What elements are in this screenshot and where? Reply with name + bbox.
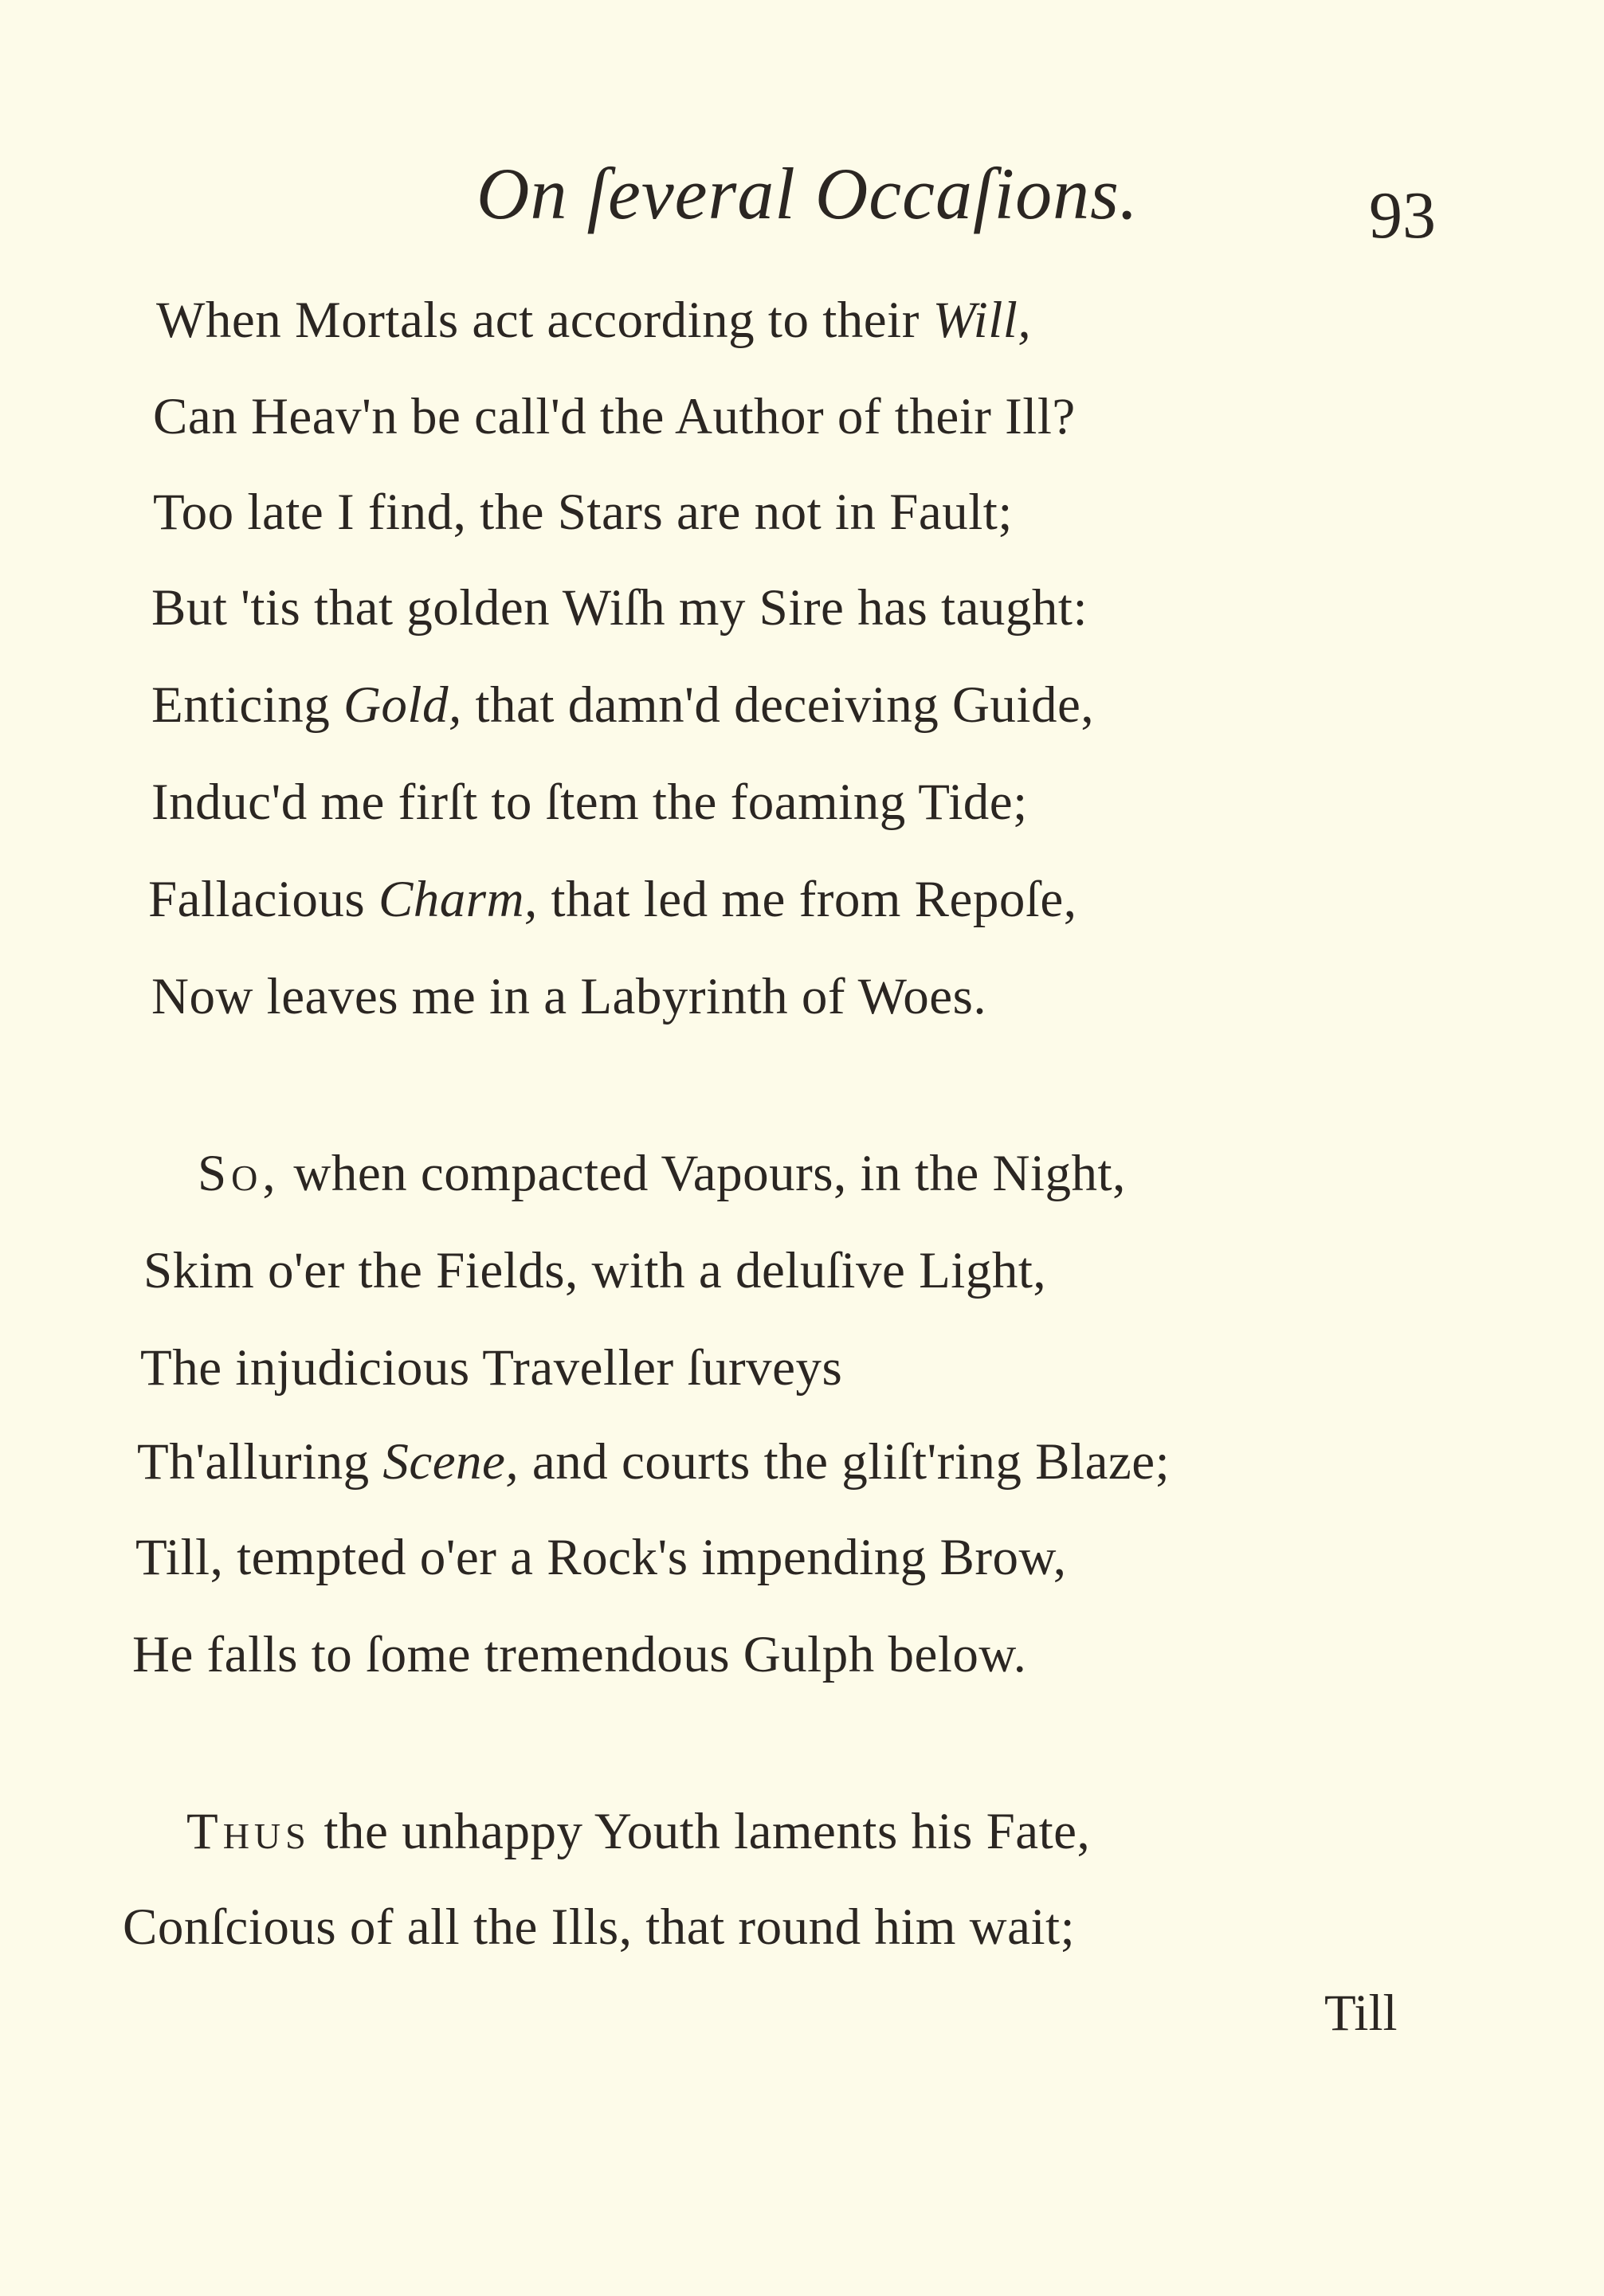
- verse-line: [148, 870, 1077, 930]
- small-caps-word: So,: [198, 1145, 280, 1202]
- verse-text: that led me from Repoſe,: [537, 871, 1077, 928]
- verse-line: Till, tempted o'er a Rock's impending Brow,: [135, 1529, 1067, 1586]
- running-head: On ſeveral Occaſions.: [476, 153, 1139, 234]
- verse-line: The injudicious Traveller ſurveys: [140, 1339, 843, 1397]
- catchword: Till: [1324, 1985, 1398, 2042]
- verse-text: When Mortals act according to their: [156, 292, 933, 349]
- verse-text: the unhappy Youth laments his Fate,: [310, 1803, 1091, 1860]
- verse-line: [151, 676, 1094, 735]
- verse-line: Skim o'er the Fields, with a deluſive Light,: [143, 1242, 1047, 1299]
- italic-word: Scene,: [382, 1433, 520, 1491]
- verse-text: when compacted Vapours, in the Night,: [280, 1145, 1126, 1202]
- verse-line: Induc'd me firſt to ſtem the foaming Tide;: [151, 774, 1028, 831]
- verse-line: [156, 291, 1031, 351]
- verse-line: Now leaves me in a Labyrinth of Woes.: [151, 968, 987, 1025]
- verse-line: Too late I find, the Stars are not in Fault;: [153, 484, 1013, 541]
- verse-text: Th'alluring: [137, 1433, 383, 1491]
- verse-line: [186, 1802, 1090, 1862]
- verse-text: and courts the gliſt'ring Blaze;: [519, 1433, 1171, 1491]
- verse-line: [137, 1432, 1170, 1492]
- italic-word: Gold,: [343, 676, 462, 734]
- verse-line: But 'tis that golden Wiſh my Sire has taught:: [151, 579, 1088, 637]
- italic-word: Charm,: [378, 871, 538, 928]
- verse-line: Can Heav'n be call'd the Author of their Ill?: [153, 388, 1076, 445]
- verse-line: [198, 1144, 1126, 1204]
- page-number: 93: [1369, 178, 1436, 253]
- verse-text: Fallacious: [148, 871, 378, 928]
- italic-word: Will,: [932, 292, 1032, 349]
- verse-text: Enticing: [151, 676, 343, 734]
- small-caps-word: Thus: [186, 1803, 311, 1860]
- verse-text: that damn'd deceiving Guide,: [461, 676, 1095, 734]
- verse-line: Conſcious of all the Ills, that round him wait;: [123, 1898, 1076, 1956]
- verse-line: He falls to ſome tremendous Gulph below.: [132, 1626, 1027, 1683]
